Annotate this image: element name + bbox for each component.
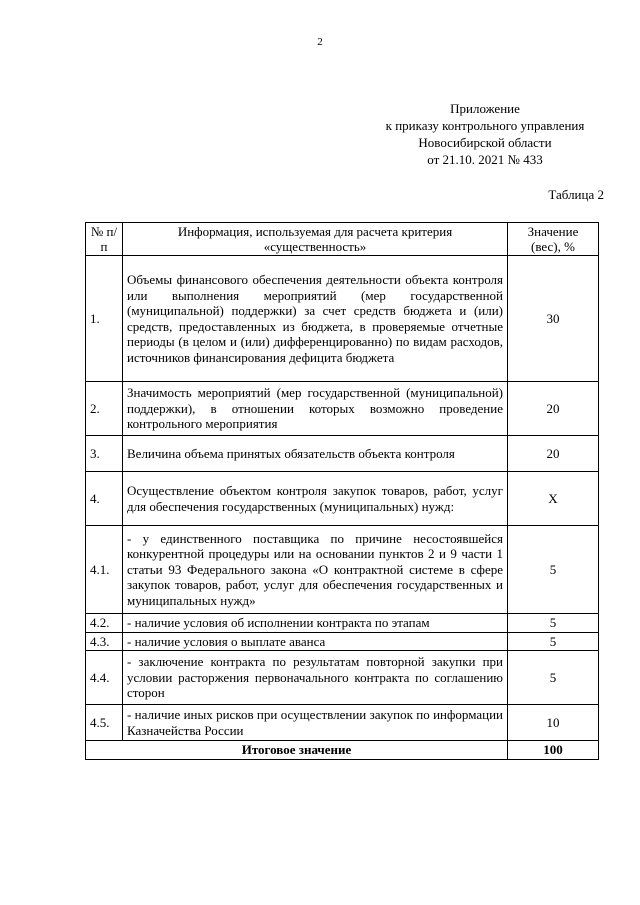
row-value: Х <box>508 472 599 526</box>
row-value: 20 <box>508 382 599 436</box>
table-row <box>86 436 599 472</box>
row-value: 20 <box>508 436 599 472</box>
table-row <box>86 472 599 526</box>
row-num: 4. <box>86 472 123 526</box>
row-value: 5 <box>508 614 599 633</box>
row-info: - у единственного поставщика по причине несостоявшейся конкурентной процедуры или на основании пунктов 2 и 9 части 1 статьи 93 Федерального закона «О контрактной системе в сфере закупок товаров, работ, услуг для обеспечения государственных и муниципальных нужд» <box>123 526 508 614</box>
row-value: 30 <box>508 256 599 382</box>
row-info: Объемы финансового обеспечения деятельности объекта контроля или выполнения мероприятий (мер государственной (муниципальной) поддержки) за счет средств бюджета и (или) средств, предоставленных из бюджета, в проверяемые отчетные периоды (в целом и (или) дифференцированно) по видам расходов, источников финансирования дефицита бюджета <box>123 256 508 382</box>
criteria-table <box>85 222 599 760</box>
header-value: Значение (вес), % <box>508 223 599 256</box>
row-num: 4.3. <box>86 632 123 651</box>
appendix-line: к приказу контрольного управления <box>385 118 585 133</box>
row-info: Осуществление объектом контроля закупок товаров, работ, услуг для обеспечения государственных (муниципальных) нужд: <box>123 472 508 526</box>
table-row <box>86 382 599 436</box>
row-value: 5 <box>508 651 599 705</box>
header-num: № п/п <box>86 223 123 256</box>
row-info: - наличие иных рисков при осуществлении закупок по информации Казначейства России <box>123 705 508 741</box>
table-row <box>86 256 599 382</box>
row-num: 2. <box>86 382 123 436</box>
table-row <box>86 705 599 741</box>
total-row <box>86 741 599 760</box>
row-num: 4.4. <box>86 651 123 705</box>
row-num: 4.1. <box>86 526 123 614</box>
row-num: 4.5. <box>86 705 123 741</box>
row-num: 1. <box>86 256 123 382</box>
appendix-line: Приложение <box>450 101 520 116</box>
row-info: Величина объема принятых обязательств объекта контроля <box>123 436 508 472</box>
table-row <box>86 651 599 705</box>
row-info: - наличие условия об исполнении контракта по этапам <box>123 614 508 633</box>
table-row <box>86 614 599 633</box>
table-row <box>86 632 599 651</box>
row-num: 3. <box>86 436 123 472</box>
appendix-line: от 21.10. 2021 № 433 <box>427 152 543 167</box>
row-info: - наличие условия о выплате аванса <box>123 632 508 651</box>
table-row <box>86 526 599 614</box>
table-caption: Таблица 2 <box>548 187 604 202</box>
row-info: - заключение контракта по результатам повторной закупки при условии расторжения первоначального контракта по соглашению сторон <box>123 651 508 705</box>
row-value: 5 <box>508 526 599 614</box>
row-num: 4.2. <box>86 614 123 633</box>
total-label: Итоговое значение <box>86 741 508 760</box>
appendix-line: Новосибирской области <box>418 135 552 150</box>
total-value: 100 <box>508 741 599 760</box>
table-header-row <box>86 223 599 256</box>
row-value: 10 <box>508 705 599 741</box>
appendix-header <box>340 100 630 168</box>
header-info: Информация, используемая для расчета критерия «существенность» <box>123 223 508 256</box>
row-value: 5 <box>508 632 599 651</box>
row-info: Значимость мероприятий (мер государственной (муниципальной) поддержки), в отношении которых возможно проведение контрольного мероприятия <box>123 382 508 436</box>
page-number: 2 <box>317 36 323 48</box>
